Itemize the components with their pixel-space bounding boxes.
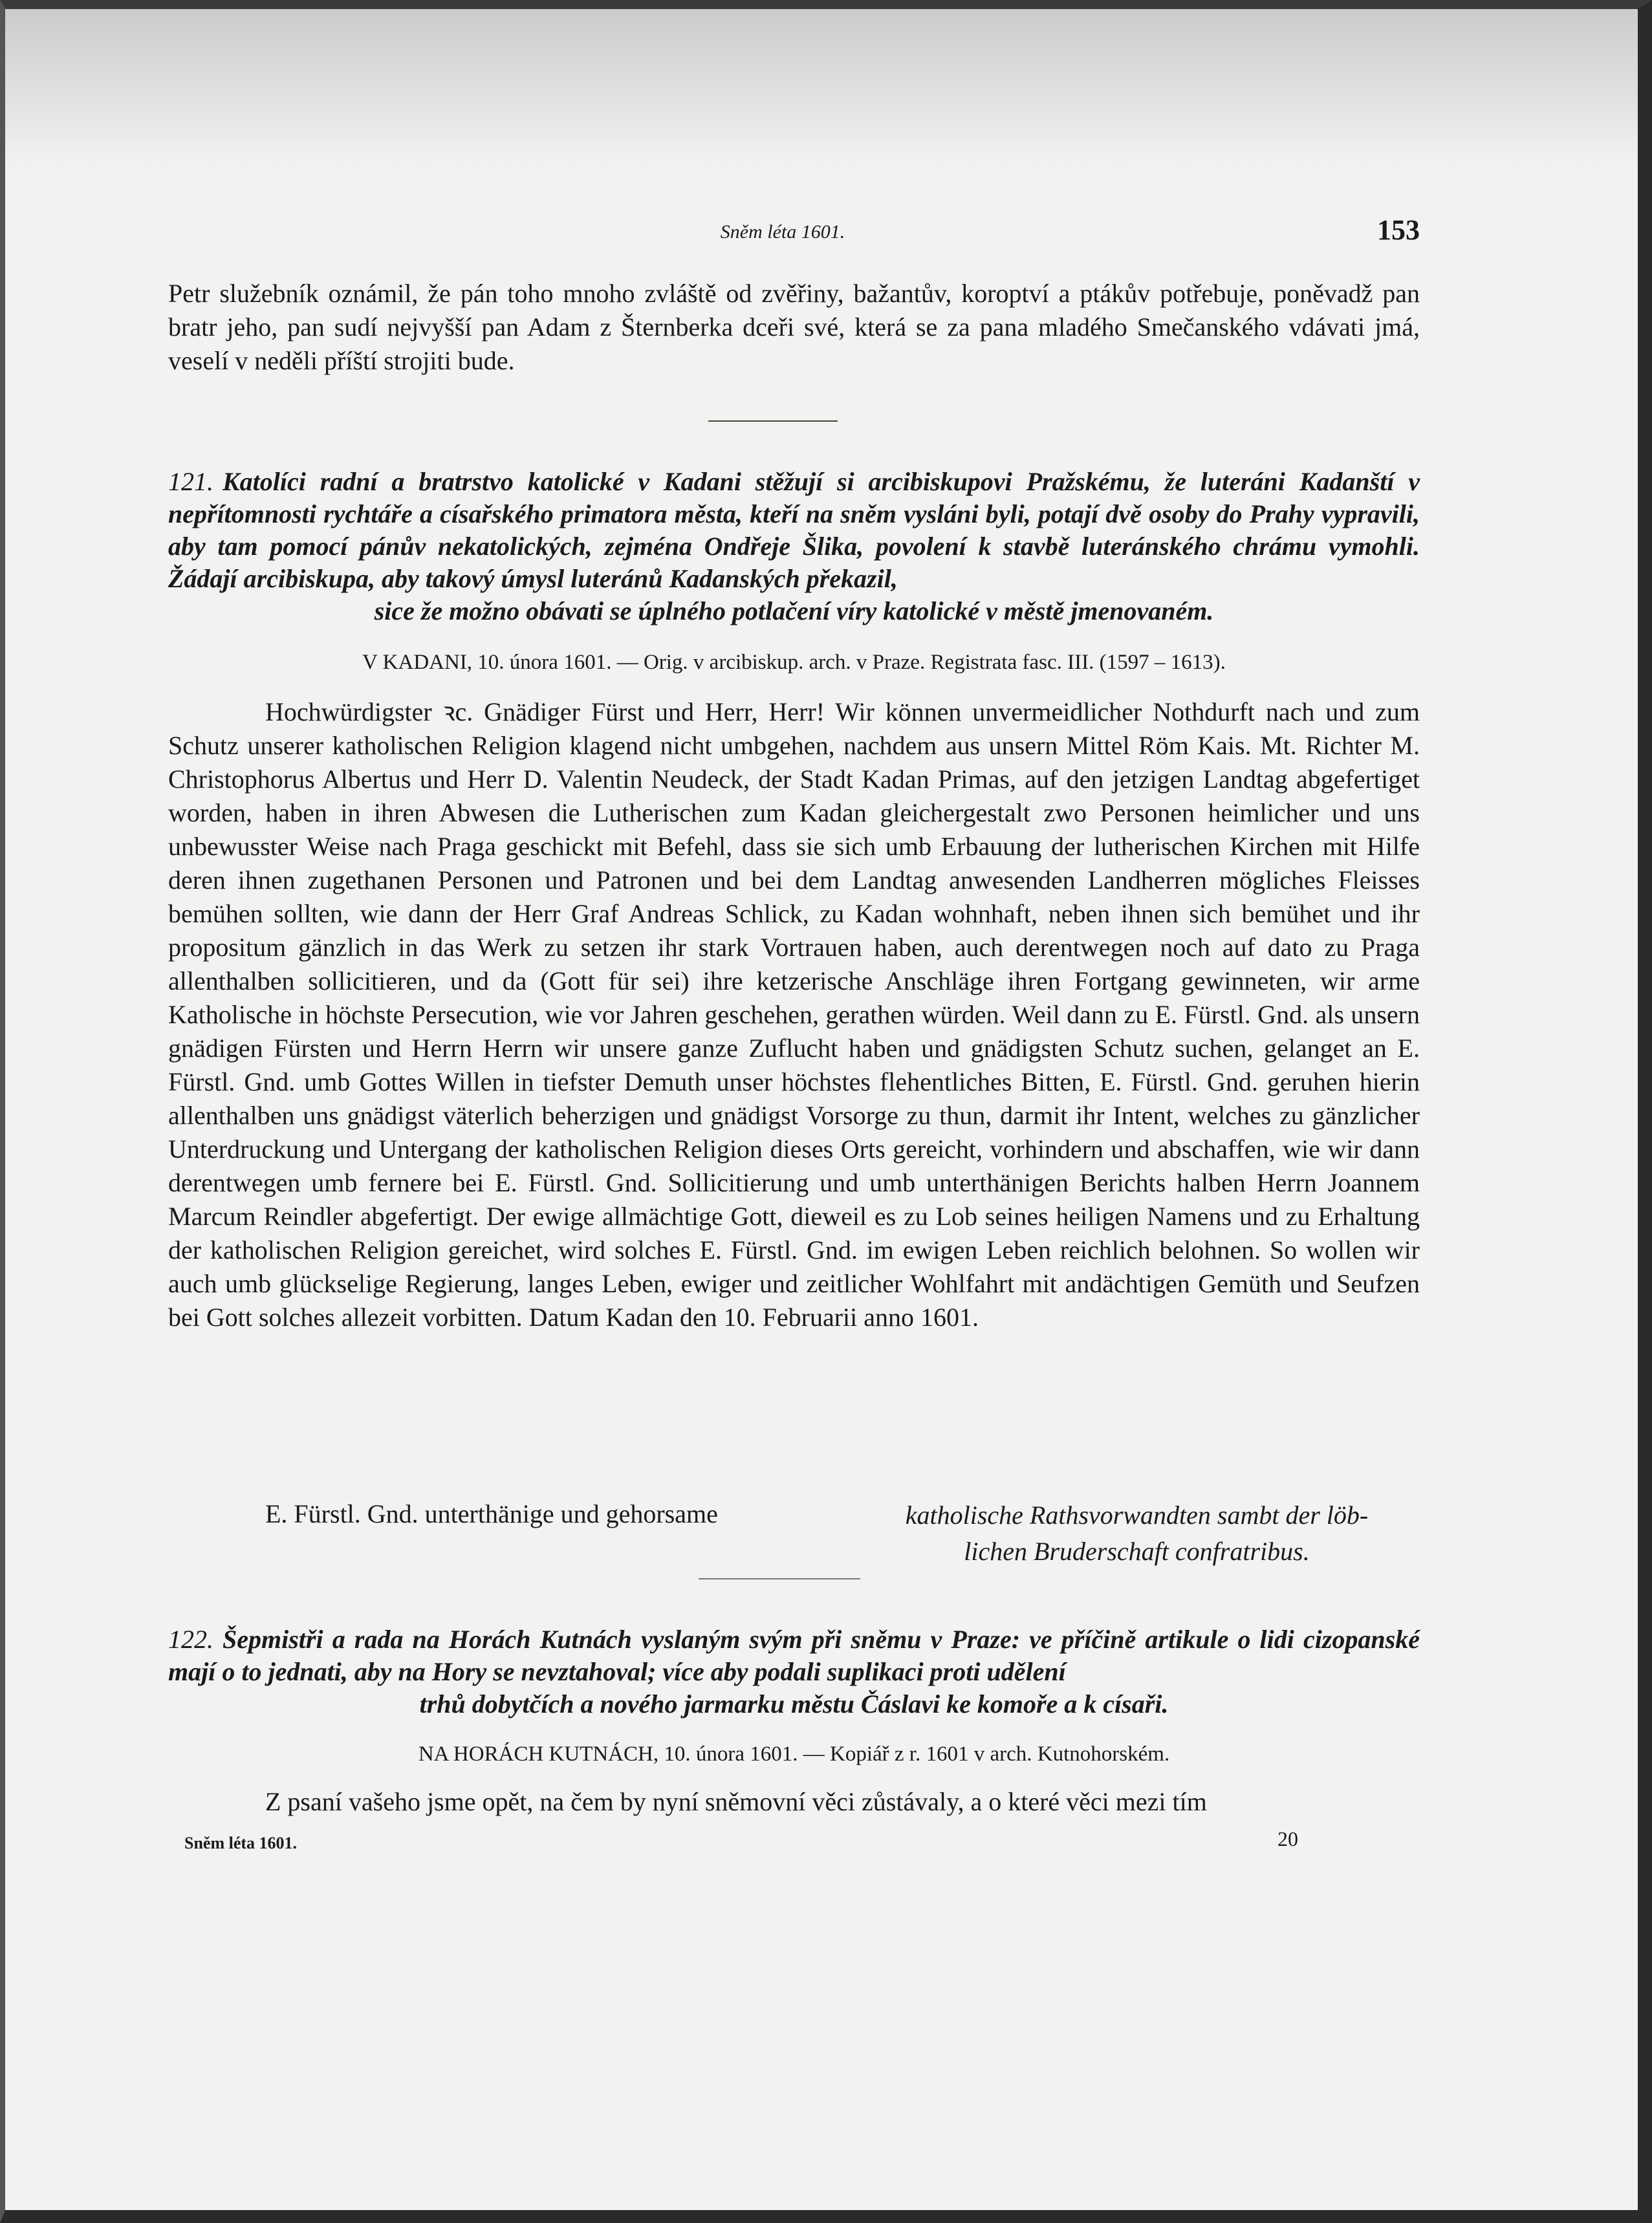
running-title: Sněm léta 1601. xyxy=(720,221,845,243)
document-121-signatories xyxy=(854,1497,1420,1570)
page-number: 153 xyxy=(1377,214,1420,246)
document-121-summary: Katolíci radní a bratrstvo katolické v Kadani stěžují si arcibiskupovi Pražskému, že luteráni Kadanští v nepřítomnosti rychtáře a císařského primatora města, kteří na sněm vysláni byli, potají dvě osoby do Prahy vypravili, aby tam pomocí pánův nekatolických, zejména Ondřeje Šlika, povolení k stavbě luteránského chrámu vymohli. Žádají arcibiskupa, aby takový úmysl luteránů Kadanských překazil, xyxy=(168,467,1420,593)
signatories-line-1: katholische Rathsvorwandten sambt der löb- xyxy=(905,1501,1369,1530)
document-122-summary: Šepmistři a rada na Horách Kutnách vyslaným svým při sněmu v Praze: ve příčině artikule o lidi cizopanské mají o to jednati, aby na Hory se nevztahoval; více aby podali suplikaci proti udělení xyxy=(168,1625,1420,1686)
document-121-summary-last: sice že možno obávati se úplného potlačení víry katolické v městě jmenovaném. xyxy=(374,596,1214,625)
document-121-number: 121. xyxy=(168,467,213,496)
document-122-number: 122. xyxy=(168,1625,213,1654)
document-121-source: V KADANI, 10. února 1601. — Orig. v arcibiskup. arch. v Praze. Registrata fasc. III. (1597 – 1613). xyxy=(362,651,1226,674)
section-divider xyxy=(708,420,838,422)
signature-mark: Sněm léta 1601. xyxy=(184,1834,298,1852)
document-121-closing: E. Fürstl. Gnd. unterthänige und gehorsame xyxy=(265,1499,718,1528)
section-divider xyxy=(699,1578,860,1579)
document-122-summary-last: trhů dobytčích a nového jarmarku městu Čáslavi ke komoře a k císaři. xyxy=(419,1689,1169,1719)
document-121-body: Hochwürdigster ꝛc. Gnädiger Fürst und Herr, Herr! Wir können unvermeidlicher Nothdurft nach und zum Schutz unserer katholischen Religion klagend nicht umbgehen, nachdem aus unsern Mittel Röm Kais. Mt. Richter M. Christophorus Albertus und Herr D. Valentin Neudeck, der Stadt Kadan Primas, auf den jetzigen Landtag abgefertiget worden, haben in ihren Abwesen die Lutherischen zum Kadan gleichergestalt zwo Personen heimlicher und uns unbewusster Weise nach Praga geschickt mit Befehl, dass sie sich umb Erbauung der lutherischen Kirchen mit Hilfe deren ihnen zugethanen Personen und Patronen und bei dem Landtag anwesenden Landherren mögliches Fleisses bemühen sollten, wie dann der Herr Graf Andreas Schlick, zu Kadan wohnhaft, neben ihnen sich bemühet und ihr propositum gänzlich in das Werk zu setzen ihr stark Vortrauen haben, auch derentwegen noch auf dato zu Praga allenthalben sollicitieren, und da (Gott für sei) ihre ketzerische Anschläge ihren Fortgang gewinneten, wir arme Katholische in höchste Persecution, wie vor Jahren geschehen, gerathen würden. Weil dann zu E. Fürstl. Gnd. als unsern gnädigen Fürsten und Herrn Herrn wir unsere ganze Zuflucht haben und gnädigsten Schutz suchen, gelanget an E. Fürstl. Gnd. umb Gottes Willen in tiefster Demuth unser höchstes flehentliches Bitten, E. Fürstl. Gnd. geruhen hierin allenthalben uns gnädigst väterlich beherzigen und gnädigst Vorsorge zu thun, darmit ihr Intent, welches zu gänzlicher Unterdruckung und Untergang der katholischen Religion dieses Orts gereicht, vorhindern und abschaffen, wie wir dann derentwegen umb fernere bei E. Fürstl. Gnd. Sollicitierung und umb unterthänigen Berichts halben Herrn Joannem Marcum Reindler abgefertigt. Der ewige allmächtige Gott, dieweil es zu Lob seines heiligen Namens und zu Erhaltung der katholischen Religion gereichet, wird solches E. Fürstl. Gnd. im ewigen Leben reichlich belohnen. So wollen wir auch umb glückselige Regierung, langes Leben, ewiger und zeitlicher Wohlfahrt mit andächtigen Gemüth und Seufzen bei Gott solches allezeit vorbitten. Datum Kadan den 10. Februarii anno 1601. xyxy=(168,697,1420,1332)
document-121-heading xyxy=(168,466,1420,627)
document-122-source: NA HORÁCH KUTNÁCH, 10. února 1601. — Kopiář z r. 1601 v arch. Kutnohorském. xyxy=(418,1742,1170,1766)
document-122-body: Z psaní vašeho jsme opět, na čem by nyní sněmovní věci zůstávaly, a o které věci mezi tím xyxy=(265,1787,1207,1816)
intro-paragraph: Petr služebník oznámil, že pán toho mnoho zvláště od zvěřiny, bažantův, koroptví a ptákův potřebuje, poněvadž pan bratr jeho, pan sudí nejvyšší pan Adam z Šternberka dceři své, která se za pana mladého Smečanského vdávati jmá, veselí v neděli příští strojiti bude. xyxy=(168,279,1420,375)
signatories-line-2: lichen Bruderschaft confratribus. xyxy=(964,1537,1310,1566)
document-122-heading xyxy=(168,1623,1420,1720)
scan-shadow xyxy=(0,0,1652,168)
sheet-number: 20 xyxy=(1277,1827,1298,1850)
running-head xyxy=(168,213,1420,252)
